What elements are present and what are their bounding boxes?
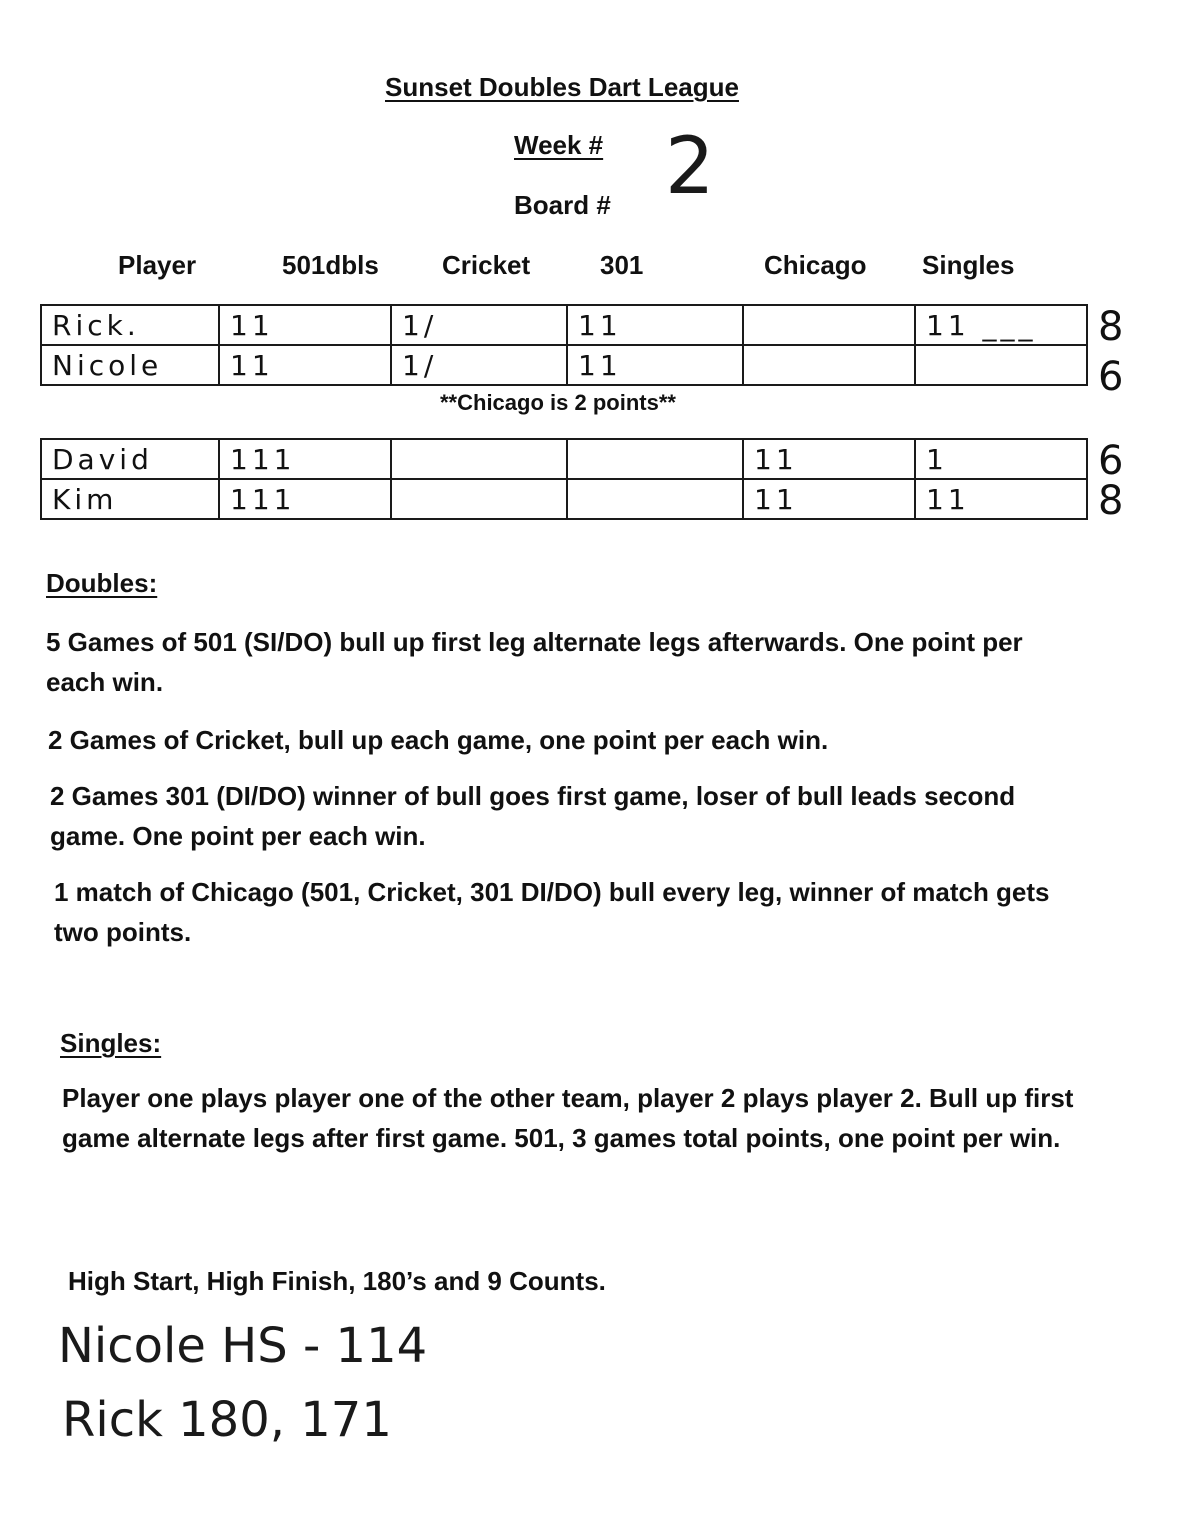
score-cricket bbox=[391, 479, 567, 519]
score-chicago: 11 bbox=[743, 439, 915, 479]
score-cricket bbox=[391, 439, 567, 479]
team1-score-table bbox=[40, 304, 1088, 386]
score-301: 11 bbox=[567, 345, 743, 385]
singles-title: Singles: bbox=[60, 1028, 162, 1058]
col-header-player: Player bbox=[118, 250, 197, 280]
player-name: Kim bbox=[41, 479, 219, 519]
week-label: Week # bbox=[514, 130, 604, 160]
score-301: 11 bbox=[567, 305, 743, 345]
table-row bbox=[41, 345, 1087, 385]
score-singles: 11 bbox=[915, 479, 1087, 519]
score-singles-marks: 11 bbox=[926, 308, 970, 342]
team1-total-1: 8 bbox=[1098, 304, 1124, 350]
handwritten-note-1: Nicole HS - 114 bbox=[58, 1318, 428, 1374]
col-header-singles: Singles bbox=[922, 250, 1015, 280]
doubles-rule-cricket: 2 Games of Cricket, bull up each game, one point per each win. bbox=[48, 725, 829, 755]
score-singles bbox=[915, 345, 1087, 385]
score-301 bbox=[567, 479, 743, 519]
score-501dbls: 111 bbox=[219, 479, 391, 519]
score-chicago bbox=[743, 345, 915, 385]
doubles-rule-501: 5 Games of 501 (SI/DO) bull up first leg alternate legs afterwards. One point per each win. bbox=[46, 627, 1023, 697]
score-chicago bbox=[743, 305, 915, 345]
score-singles: 1 bbox=[915, 439, 1087, 479]
table-row bbox=[41, 439, 1087, 479]
player-name: Rick. bbox=[41, 305, 219, 345]
doubles-title: Doubles: bbox=[46, 568, 158, 598]
col-header-301: 301 bbox=[600, 250, 644, 280]
table-row bbox=[41, 479, 1087, 519]
chicago-note: **Chicago is 2 points** bbox=[440, 390, 676, 415]
col-header-chicago: Chicago bbox=[764, 250, 867, 280]
handwritten-note-2: Rick 180, 171 bbox=[62, 1392, 392, 1448]
team2-total-2: 8 bbox=[1098, 478, 1124, 524]
player-name: David bbox=[41, 439, 219, 479]
week-value: 2 bbox=[665, 122, 715, 212]
col-header-501dbls: 501dbls bbox=[282, 250, 379, 280]
team2-total-1: 6 bbox=[1098, 438, 1124, 484]
score-501dbls: 111 bbox=[219, 439, 391, 479]
score-501dbls: 11 bbox=[219, 345, 391, 385]
score-501dbls: 11 bbox=[219, 305, 391, 345]
score-301 bbox=[567, 439, 743, 479]
col-header-cricket: Cricket bbox=[442, 250, 531, 280]
board-label: Board # bbox=[514, 190, 611, 220]
score-chicago: 11 bbox=[743, 479, 915, 519]
league-title: Sunset Doubles Dart League bbox=[385, 72, 739, 102]
player-name: Nicole bbox=[41, 345, 219, 385]
singles-rule: Player one plays player one of the other team, player 2 plays player 2. Bull up first game alternate legs after first game. 501, 3 games total points, one point per win. bbox=[62, 1083, 1074, 1153]
score-singles bbox=[915, 305, 1087, 345]
team1-total-2: 6 bbox=[1098, 354, 1124, 400]
score-cricket: 1/ bbox=[391, 305, 567, 345]
score-singles-extra: ___ bbox=[982, 308, 1037, 342]
score-cricket: 1/ bbox=[391, 345, 567, 385]
team2-score-table bbox=[40, 438, 1088, 520]
table-row bbox=[41, 305, 1087, 345]
doubles-rule-chicago: 1 match of Chicago (501, Cricket, 301 DI/DO) bull every leg, winner of match gets two points. bbox=[54, 877, 1050, 947]
high-scores-label: High Start, High Finish, 180’s and 9 Counts. bbox=[68, 1266, 606, 1296]
doubles-rule-301: 2 Games 301 (DI/DO) winner of bull goes first game, loser of bull leads second game. One point per each win. bbox=[50, 781, 1016, 851]
